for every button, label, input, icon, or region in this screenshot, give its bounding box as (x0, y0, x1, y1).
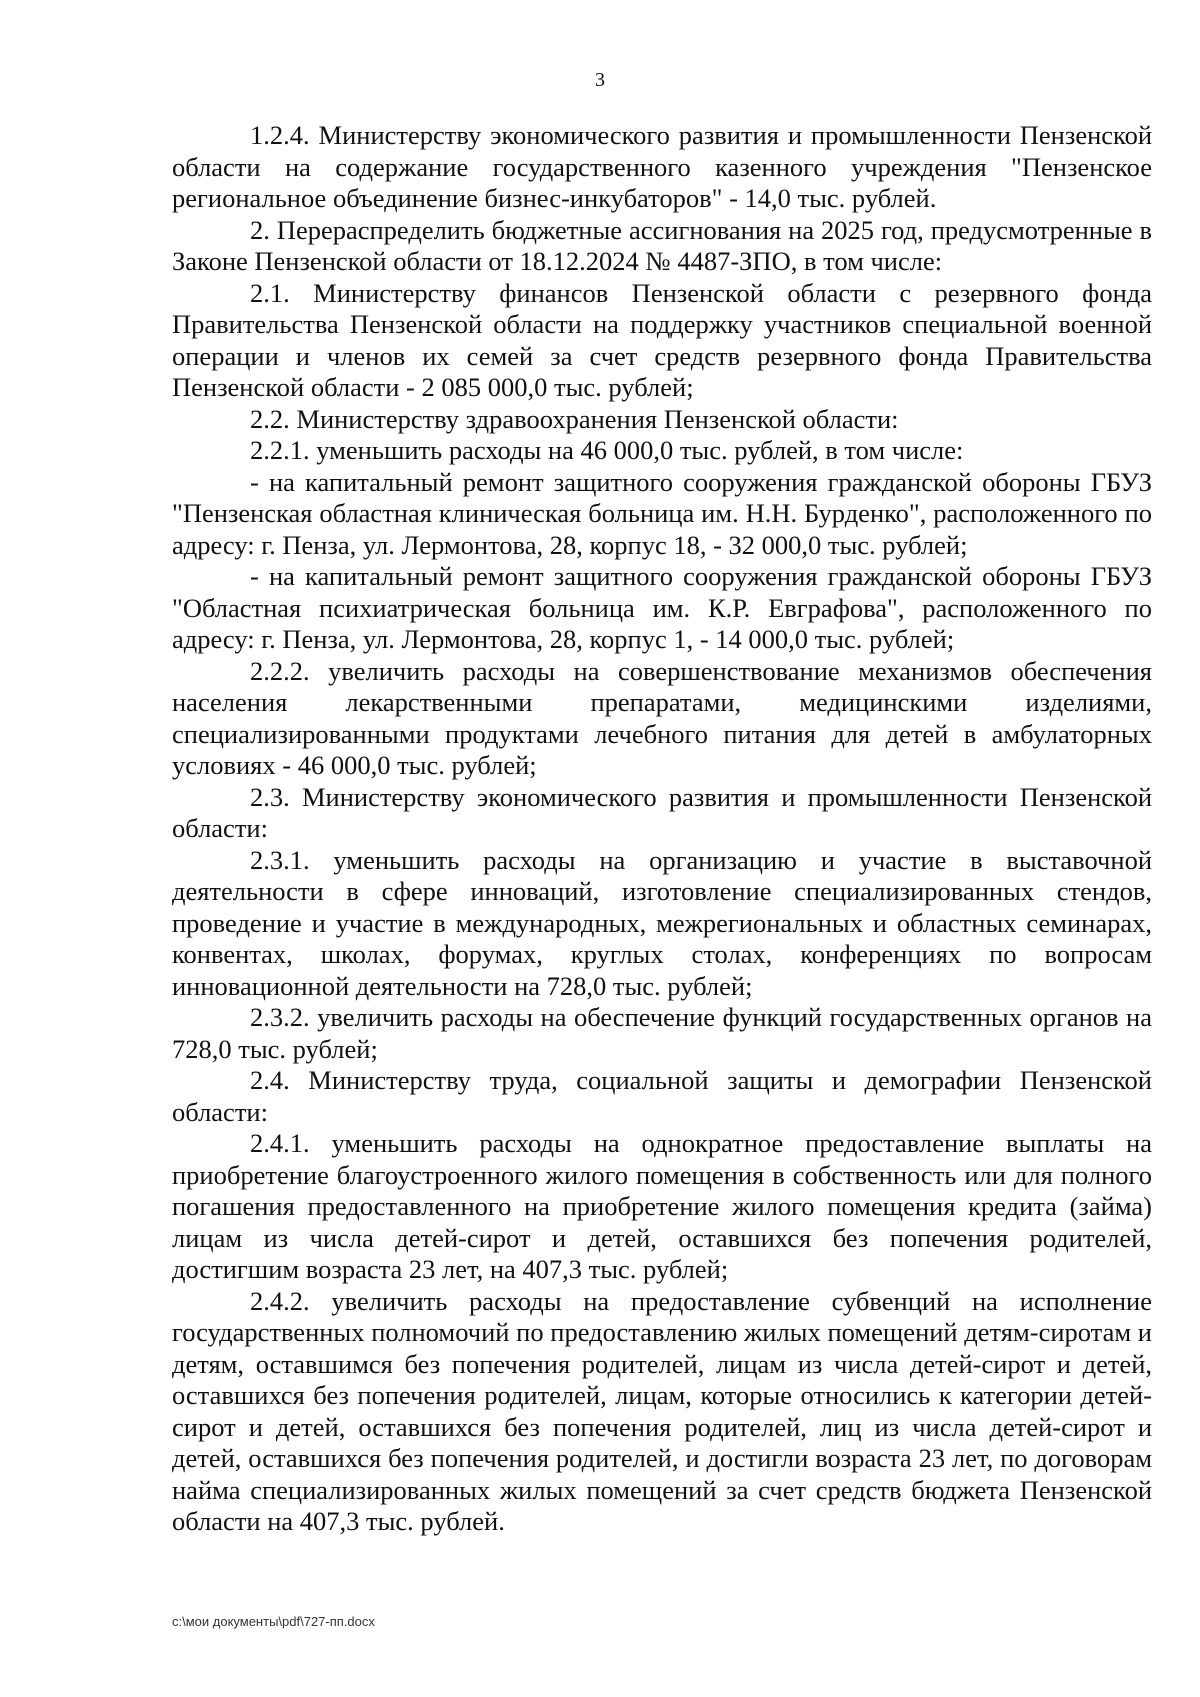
paragraph-1-2-4: 1.2.4. Министерству экономического развития и промышленности Пензенской области на содержание государственного казенного учреждения "Пензенское региональное объединение бизнес-инкубаторов" - 14,0 тыс. рублей. (172, 120, 1152, 213)
document-body (172, 120, 1152, 1538)
paragraph-2-2-1: 2.2.1. уменьшить расходы на 46 000,0 тыс. рублей, в том числе: (250, 435, 964, 465)
footer-file-path: c:\мои документы\pdf\727-пп.docx (172, 1614, 375, 1629)
paragraph-2-2: 2.2. Министерству здравоохранения Пензенской области: (250, 403, 899, 434)
paragraph-2-4-1: 2.4.1. уменьшить расходы на однократное предоставление выплаты на приобретение благоустроенного жилого помещения в собственность или для полного погашения предоставленного на приобретение жилого помещения кредита (займа) лицам из числа детей-сирот и детей, оставшихся без попечения родителей, достигшим возраста 23 лет, на 407,3 тыс. рублей; (172, 1128, 1152, 1284)
paragraph-2-3-2: 2.3.2. увеличить расходы на обеспечение функций государственных органов на 728,0 тыс. рублей; (172, 1002, 1152, 1064)
page-number: 3 (595, 69, 605, 91)
paragraph-2-3: 2.3. Министерству экономического развития и промышленности Пензенской области: (172, 781, 1152, 843)
paragraph-2-3-1: 2.3.1. уменьшить расходы на организацию и участие в выставочной деятельности в сфере инноваций, изготовление специализированных стендов, проведение и участие в международных, межрегиональных и областных семинарах, конвентах, школах, форумах, круглых столах, конференциях по вопросам инновационной деятельности на 728,0 тыс. рублей; (172, 844, 1152, 1001)
paragraph-2-2-1-item-1: - на капитальный ремонт защитного сооружения гражданской обороны ГБУЗ "Пензенская областная клиническая больница им. Н.Н. Бурденко", расположенного по адресу: г. Пенза, ул. Лермонтова, 28, корпус 18, - 32 000,0 тыс. рублей; (172, 466, 1152, 560)
paragraph-2-4-2: 2.4.2. увеличить расходы на предоставление субвенций на исполнение государственных полномочий по предоставлению жилых помещений детям-сиротам и детям, оставшимся без попечения родителей, лицам из числа детей-сирот и детей, оставшихся без попечения родителей, лицам, которые относились к категории детей-сирот и детей, оставшихся без попечения родителей, лиц из числа детей-сирот и детей, оставшихся без попечения родителей, и достигли возраста 23 лет, по договорам найма специализированных жилых помещений за счет средств бюджета Пензенской области на 407,3 тыс. рублей. (172, 1285, 1152, 1536)
paragraph-2-1: 2.1. Министерству финансов Пензенской области с резервного фонда Правительства Пензенской области на поддержку участников специальной военной операции и членов их семей за счет средств резервного фонда Правительства Пензенской области - 2 085 000,0 тыс. рублей; (172, 277, 1152, 402)
paragraph-2-2-1-item-2: - на капитальный ремонт защитного сооружения гражданской обороны ГБУЗ "Областная психиатрическая больница им. К.Р. Евграфова", расположенного по адресу: г. Пенза, ул. Лермонтова, 28, корпус 1, - 14 000,0 тыс. рублей; (172, 561, 1152, 654)
paragraph-2-4: 2.4. Министерству труда, социальной защиты и демографии Пензенской области: (172, 1065, 1152, 1127)
paragraph-2: 2. Перераспределить бюджетные ассигнования на 2025 год, предусмотренные в Законе Пензенской области от 18.12.2024 № 4487-ЗПО, в том числе: (172, 214, 1152, 276)
paragraph-2-2-2: 2.2.2. увеличить расходы на совершенствование механизмов обеспечения населения лекарственными препаратами, медицинскими изделиями, специализированными продуктами лечебного питания для детей в амбулаторных условиях - 46 000,0 тыс. рублей; (172, 655, 1152, 780)
